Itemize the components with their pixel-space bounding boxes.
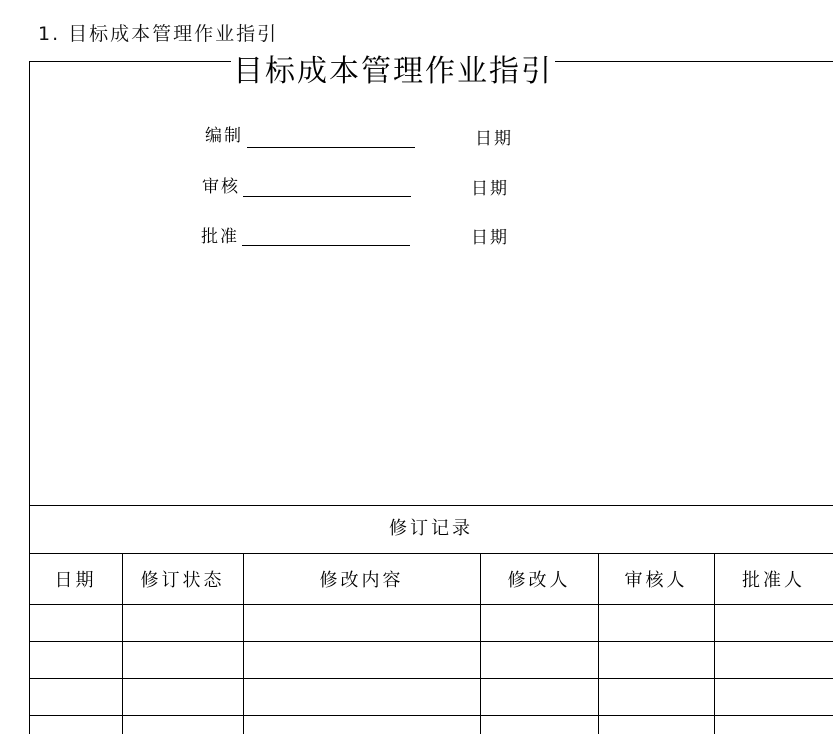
signoff-role-approve: 批准 xyxy=(201,227,239,247)
table-row-border xyxy=(29,641,833,642)
signoff-date-review: 日期 xyxy=(471,179,509,199)
table-row-border xyxy=(29,678,833,679)
column-header-reviewer: 审核人 xyxy=(624,570,688,591)
document-title: 目标成本管理作业指引 xyxy=(231,52,555,92)
column-header-modifier: 修改人 xyxy=(507,570,571,591)
table-top-border xyxy=(29,505,833,506)
document-frame xyxy=(29,61,833,734)
revision-title: 修订记录 xyxy=(389,518,473,539)
column-header-revision-status: 修订状态 xyxy=(140,570,225,591)
signoff-line-approve xyxy=(242,244,410,246)
table-header-top-border xyxy=(29,553,833,554)
section-heading: 1. 目标成本管理作业指引 xyxy=(38,23,279,45)
signoff-date-approve: 日期 xyxy=(471,228,509,248)
signoff-date-compile: 日期 xyxy=(475,129,513,149)
column-header-approver: 批准人 xyxy=(742,570,805,591)
table-header-bottom-border xyxy=(29,604,833,605)
signoff-line-review xyxy=(243,195,411,197)
column-header-change-content: 修改内容 xyxy=(319,570,404,591)
signoff-role-compile: 编制 xyxy=(205,126,243,146)
signoff-role-review: 审核 xyxy=(202,177,240,197)
table-row-border xyxy=(29,715,833,716)
column-header-date: 日期 xyxy=(54,570,97,591)
signoff-line-compile xyxy=(247,146,415,148)
